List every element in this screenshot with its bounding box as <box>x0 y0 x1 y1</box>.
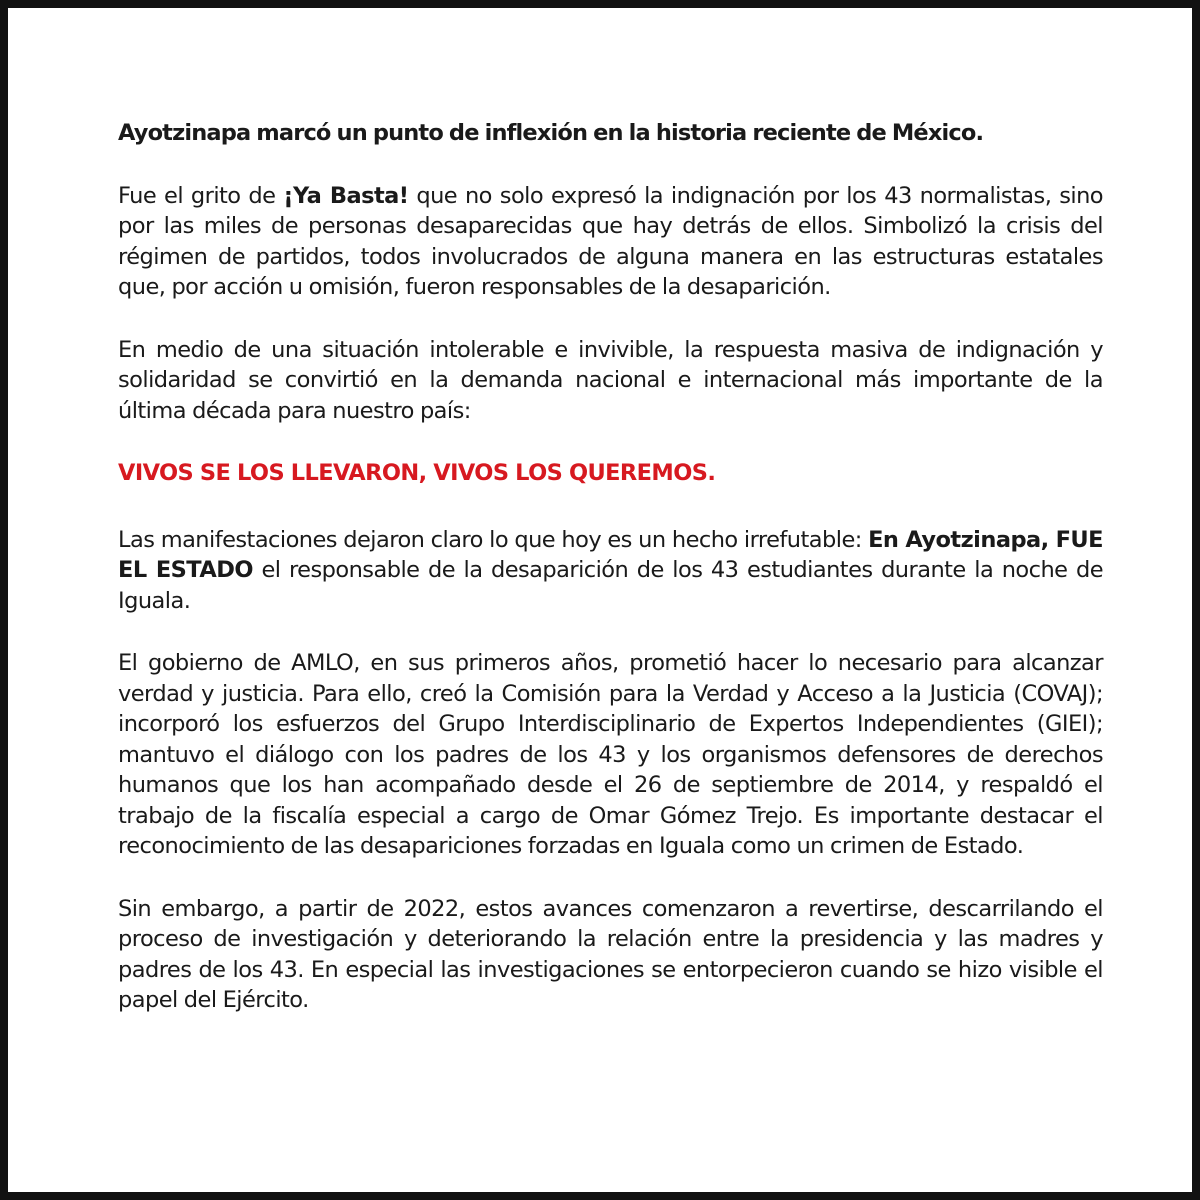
paragraph-ya-basta-intro: Fue el grito de <box>118 182 284 209</box>
ya-basta-emphasis: ¡Ya Basta! <box>283 182 409 209</box>
paragraph-gobierno-amlo: El gobierno de AMLO, en sus primeros años, prometió hacer lo necesario para alcanzar verdad y justicia. Para ello, creó la Comisión para la Verdad y Acceso a la Justicia (COVAJ); incorporó los esfuerzos del Grupo Interdisciplinario de Expertos Independientes (GIEI); mantuvo el diálogo con los padres de los 43 y los organismos defensores de derechos humanos que los han acompañado desde el 26 de septiembre de 2014, y respaldó el trabajo de la fiscalía especial a cargo de Omar Gómez Trejo. Es importante destacar el reconocimiento de las desapariciones forzadas en Iguala como un crimen de Estado. <box>118 650 1103 859</box>
document-body <box>118 118 1103 1048</box>
paragraph-fue-el-estado-rest: el responsable de la desaparición de los 43 estudiantes durante la noche de Iguala. <box>118 557 1104 614</box>
fue-el-estado-emphasis: En Ayotzinapa, FUE EL ESTADO <box>118 526 1103 583</box>
paragraph-ya-basta-rest: que no solo expresó la indignación por los 43 normalistas, sino por las miles de personas desaparecidas que hay detrás de ellos. Simbolizó la crisis del régimen de partidos, todos involucrados de alguna manera en las estructuras estatales que, por acción u omisión, fueron responsables de la desaparición. <box>118 182 1103 300</box>
slogan: VIVOS SE LOS LLEVARON, VIVOS LOS QUEREMOS. <box>118 460 716 486</box>
paragraph-ya-basta <box>118 181 1103 303</box>
paragraph-sin-embargo: Sin embargo, a partir de 2022, estos avances comenzaron a revertirse, descarrilando el proceso de investigación y deteriorando la relación entre la presidencia y las madres y padres de los 43. En especial las investigaciones se entorpecieron cuando se hizo visible el papel del Ejército. <box>118 895 1103 1013</box>
paragraph-fue-el-estado-intro: Las manifestaciones dejaron claro lo que hoy es un hecho irrefutable: <box>118 526 869 553</box>
document-heading: Ayotzinapa marcó un punto de inflexión en la historia reciente de México. <box>118 120 984 146</box>
paragraph-fue-el-estado <box>118 525 1103 617</box>
paragraph-demanda: En medio de una situación intolerable e invivible, la respuesta masiva de indignación y solidaridad se convirtió en la demanda nacional e internacional más importante de la última década para nuestro país: <box>118 336 1103 424</box>
